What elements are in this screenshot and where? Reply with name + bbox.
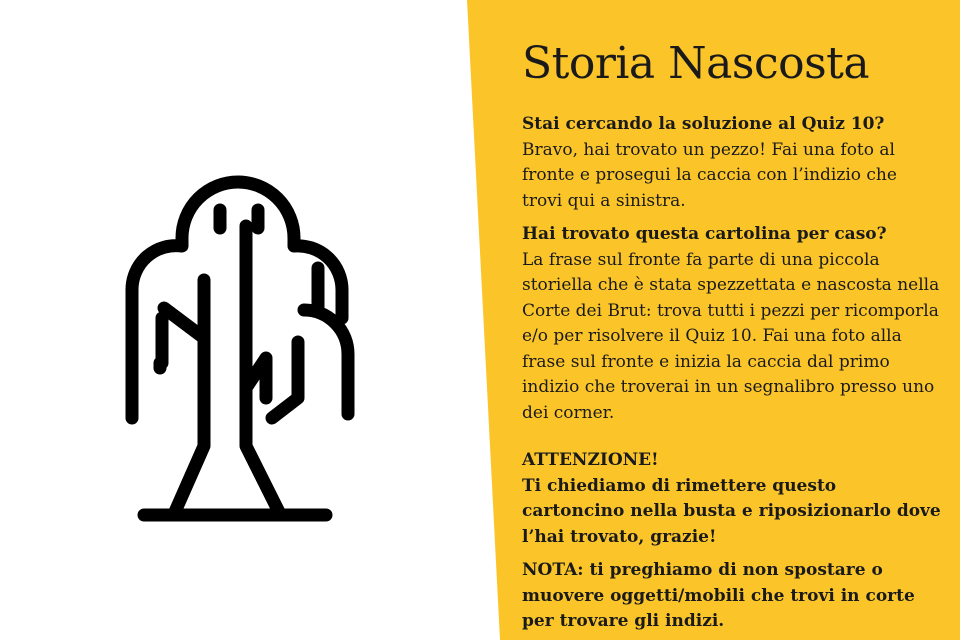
section-found-heading: Hai trovato questa cartolina per caso? (522, 224, 887, 244)
section-quiz-body: Bravo, hai trovato un pezzo! Fai una foto al fronte e prosegui la caccia con l’indizio che trovi qui a sinistra. (522, 139, 897, 211)
section-quiz-heading: Stai cercando la soluzione al Quiz 10? (522, 114, 885, 134)
attention-heading: ATTENZIONE! (522, 450, 659, 470)
section-found-body-2: Fai una foto alla frase sul fronte e inizia la caccia dal primo indizio che troverai in un segnalibro presso uno dei corner. (522, 326, 935, 423)
section-found (522, 222, 942, 426)
attention-body: Ti chiediamo di rimettere questo cartoncino nella busta e riposizionarlo dove l’hai trovato, grazie! (522, 475, 941, 547)
section-found-body: La frase sul fronte fa parte di una piccola storiella che è stata spezzettata e nascosta nella Corte dei Brut: trova tutti i pezzi per ricomporla e/o per risolvere il Quiz 10. (522, 249, 940, 346)
note: NOTA: ti preghiamo di non spostare o muovere oggetti/mobili che trovi in corte per trovare gli indizi. (522, 560, 915, 631)
card-text (522, 36, 942, 643)
tree-icon (104, 158, 364, 532)
section-quiz (522, 112, 942, 214)
card-title: Storia Nascosta (522, 38, 870, 89)
section-attention (522, 448, 942, 550)
